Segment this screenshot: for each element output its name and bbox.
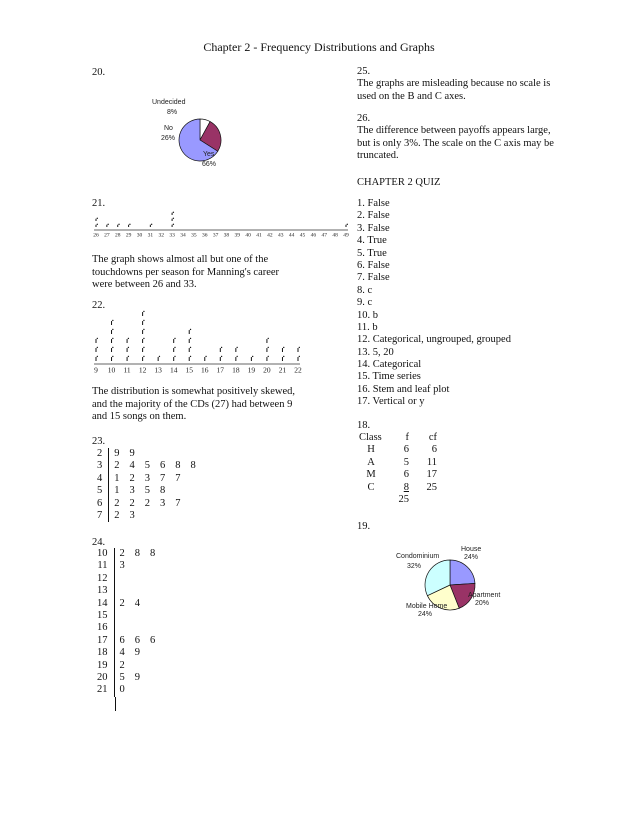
q20-label-undecided: Undecided [152, 99, 186, 106]
q22-dothead-15-0 [190, 356, 191, 357]
leaf-value: 2 [119, 548, 125, 559]
stem-leaf-row [92, 610, 160, 622]
stem-value: 19 [92, 660, 114, 672]
q19-label-house: House [461, 546, 482, 553]
stem-value: 3 [92, 460, 109, 472]
leaf-value [145, 660, 160, 672]
leaf-value: 2 [119, 659, 125, 671]
q22-tick-10: 10 [107, 365, 116, 375]
leaf-value [114, 585, 130, 597]
q19-pie-chart [390, 540, 520, 630]
stem-leaf-row [92, 460, 201, 472]
leaf-value: 3 [119, 560, 125, 572]
leaf-value [145, 610, 160, 622]
stem-value: 7 [92, 510, 109, 522]
stem-leaf-row [92, 498, 201, 510]
stem-value: 17 [92, 635, 114, 647]
leaf-value [145, 573, 160, 585]
stem-value: 12 [92, 573, 114, 585]
leaf-value [186, 510, 201, 522]
q21-tick-28: 28 [114, 232, 121, 239]
stem-value: 6 [92, 498, 109, 510]
q22-dothead-12-4 [143, 320, 144, 321]
q21-dothead-26-0 [97, 224, 98, 225]
leaf-value: 6 [119, 634, 125, 646]
q18-cell: 17 [426, 469, 437, 481]
leaf-value [155, 448, 170, 460]
quiz-answer-item: 15. Time series [357, 371, 421, 383]
q22-tick-13: 13 [154, 365, 162, 375]
q22-dothead-17-0 [221, 356, 222, 357]
q18-number: 18. [357, 420, 371, 431]
leaf-value: 5 [144, 485, 150, 497]
leaf-value: 3 [144, 472, 150, 484]
q22-dothead-10-0 [112, 356, 113, 357]
stem-leaf-row [92, 660, 160, 672]
stem-leaf-row [92, 622, 160, 634]
q22-dothead-13-0 [159, 356, 160, 357]
q21-tick-33: 33 [169, 232, 175, 239]
stem-leaf-row [92, 560, 160, 572]
leaf-value [114, 610, 130, 622]
q21-tick-43: 43 [278, 232, 284, 239]
q22-dothead-12-5 [143, 311, 144, 312]
leaf-value [114, 622, 130, 634]
q21-tick-38: 38 [223, 232, 230, 239]
stem-leaf-row [92, 635, 160, 647]
leaf-value: 9 [134, 672, 140, 684]
leaf-value: 2 [114, 510, 120, 522]
q22-dothead-9-2 [97, 338, 98, 339]
stem-leaf-row [92, 448, 201, 460]
leaf-value [145, 560, 160, 572]
quiz-answer-item: 7. False [357, 272, 390, 284]
q23-stem-leaf [92, 448, 201, 522]
q18-cell: 6 [403, 469, 409, 481]
q18-cell: 5 [403, 456, 409, 468]
leaf-value [130, 585, 145, 597]
q20-pie-chart [140, 95, 280, 175]
q20-pct-undecided: 8% [167, 109, 178, 116]
q25-text: The graphs are misleading because no scale is used on the B and C axes. [357, 78, 551, 102]
q22-dothead-12-1 [143, 347, 144, 348]
stem-leaf-row [92, 510, 201, 522]
stem-value: 5 [92, 485, 109, 497]
q26-number: 26. [357, 113, 371, 124]
leaf-value [186, 485, 201, 497]
q22-dothead-16-0 [205, 356, 206, 357]
q18-total-row [357, 494, 437, 506]
quiz-answer-item: 17. Vertical or y [357, 396, 425, 408]
q18-cell: 8 [403, 481, 409, 493]
stem-value: 14 [92, 598, 114, 610]
q22-dothead-21-0 [283, 356, 284, 357]
leaf-value [170, 485, 185, 497]
q21-tick-39: 39 [234, 232, 241, 239]
q22-dothead-11-2 [128, 338, 129, 339]
q21-text: The graph shows almost all but one of the touchdowns per season for Manning's career were between 26 and 33. [92, 254, 280, 290]
q18-total: 25 [398, 494, 409, 506]
stem-leaf-row [92, 548, 160, 560]
q22-dothead-22-1 [299, 347, 300, 348]
q19-label-apartment: Apartment [468, 592, 501, 599]
leaf-value [155, 510, 170, 522]
q22-tick-21: 21 [278, 365, 287, 375]
q22-dothead-20-2 [268, 338, 269, 339]
quiz-title: CHAPTER 2 QUIZ [357, 177, 441, 188]
q18-cell: A [367, 456, 375, 468]
q22-dot-plot-svg [92, 308, 307, 376]
q21-tick-29: 29 [125, 232, 132, 239]
q20-label-no: No [164, 125, 173, 132]
quiz-answer-item: 12. Categorical, ungrouped, grouped [357, 334, 511, 346]
q22-dothead-15-3 [190, 329, 191, 330]
q18-row [357, 457, 437, 469]
q22-dothead-20-1 [268, 347, 269, 348]
q21-tick-36: 36 [201, 232, 208, 239]
leaf-value: 4 [134, 597, 140, 609]
leaf-value: 2 [114, 460, 120, 472]
leaf-value [186, 498, 201, 510]
stem-leaf-row [92, 585, 160, 597]
leaf-value [130, 610, 145, 622]
q21-number: 21. [92, 198, 106, 209]
leaf-value [145, 684, 160, 696]
q20-pct-yes: 66% [202, 161, 217, 168]
q22-dothead-10-4 [112, 320, 113, 321]
quiz-answer-item: 9. c [357, 297, 373, 309]
q21-dothead-33-0 [173, 224, 174, 225]
q21-tick-42: 42 [267, 232, 273, 239]
stem-value: 2 [92, 448, 109, 460]
q22-dothead-14-2 [174, 338, 175, 339]
q22-dothead-14-0 [174, 356, 175, 357]
q24-stem-leaf [92, 548, 160, 697]
leaf-value: 3 [160, 497, 166, 509]
leaf-value: 8 [134, 548, 140, 559]
q22-dothead-9-1 [97, 347, 98, 348]
q22-tick-17: 17 [216, 365, 225, 375]
q18-header: Class [359, 432, 382, 443]
stem-leaf-row [92, 647, 160, 659]
leaf-value: 7 [160, 472, 166, 484]
q22-tick-9: 9 [94, 365, 98, 375]
quiz-answer-item: 3. False [357, 222, 390, 234]
leaf-value: 8 [190, 460, 196, 472]
leaf-value [130, 573, 145, 585]
q26-text: The difference between payoffs appears large, but is only 3%. The scale on the C axis may be truncated. [357, 125, 554, 161]
q20-pct-no: 26% [161, 135, 176, 142]
q18-row [357, 444, 437, 456]
q22-number: 22. [92, 300, 106, 311]
q22-tick-12: 12 [138, 365, 147, 375]
stem-value: 16 [92, 622, 114, 634]
quiz-answer-item: 5. True [357, 247, 387, 259]
leaf-value: 2 [129, 497, 135, 509]
q22-tick-11: 11 [123, 365, 131, 375]
q21-tick-32: 32 [158, 232, 164, 239]
quiz-answer-item: 11. b [357, 321, 378, 333]
leaf-value: 6 [160, 460, 166, 472]
leaf-value [130, 684, 145, 696]
q21-dothead-31-0 [151, 224, 152, 225]
q22-tick-14: 14 [169, 365, 178, 375]
q21-tick-35: 35 [191, 232, 197, 239]
q22-dot-plot [92, 308, 307, 376]
q22-dothead-18-0 [236, 356, 237, 357]
q21-tick-26: 26 [93, 232, 99, 239]
q21-tick-34: 34 [180, 232, 186, 239]
leaf-value [145, 672, 160, 684]
q21-tick-27: 27 [104, 232, 110, 239]
leaf-value: 6 [150, 634, 156, 646]
leaf-value [130, 622, 145, 634]
q22-dothead-9-0 [97, 356, 98, 357]
stem-leaf-row [92, 684, 160, 696]
leaf-value: 1 [114, 472, 120, 484]
quiz-answer-item: 10. b [357, 309, 378, 321]
q21-dothead-33-2 [173, 212, 174, 213]
q18-header-row [357, 432, 437, 444]
stem-leaf-row [92, 473, 201, 485]
leaf-value: 2 [114, 497, 120, 509]
q23-number: 23. [92, 436, 106, 447]
q21-tick-49: 49 [343, 232, 349, 239]
q21-dothead-27-0 [107, 224, 108, 225]
stem-value: 13 [92, 585, 114, 597]
q22-dothead-11-0 [128, 356, 129, 357]
q18-row [357, 469, 437, 481]
q24-stem-line-tail [115, 697, 116, 711]
q18-cell: 11 [426, 456, 437, 468]
q19-label-condominium: Condominium [396, 553, 440, 560]
leaf-value [186, 473, 201, 485]
q18-cell: 6 [431, 444, 437, 456]
quiz-answer-item: 16. Stem and leaf plot [357, 383, 450, 395]
leaf-value: 0 [119, 684, 125, 696]
q21-tick-37: 37 [212, 232, 219, 239]
q21-dothead-49-0 [347, 224, 348, 225]
q22-text: The distribution is somewhat positively skewed, and the majority of the CDs (27) had between 9 and 15 songs on them. [92, 386, 295, 422]
leaf-value: 7 [175, 472, 181, 484]
q21-tick-41: 41 [256, 232, 262, 239]
q21-tick-31: 31 [147, 232, 154, 239]
q22-dothead-19-0 [252, 356, 253, 357]
stem-value: 4 [92, 473, 109, 485]
stem-leaf-row [92, 485, 201, 497]
q18-total-blank [409, 494, 437, 506]
leaf-value: 8 [175, 460, 181, 472]
q22-dothead-10-2 [112, 338, 113, 339]
q21-dothead-28-0 [118, 224, 119, 225]
q21-dothead-29-0 [129, 224, 130, 225]
quiz-answer-item: 14. Categorical [357, 359, 422, 371]
q22-dothead-14-1 [174, 347, 175, 348]
leaf-value: 7 [175, 497, 181, 509]
q18-cell: 6 [403, 444, 409, 456]
q18-frequency-table [357, 432, 437, 506]
leaf-value: 3 [129, 485, 135, 497]
quiz-answers [357, 198, 577, 409]
q19-pct-house: 24% [464, 554, 479, 561]
q21-tick-30: 30 [136, 232, 143, 239]
leaf-value [145, 647, 160, 659]
q22-dothead-15-2 [190, 338, 191, 339]
page-title: Chapter 2 - Frequency Distributions and Graphs [203, 40, 435, 54]
q19-pct-apartment: 20% [475, 600, 490, 607]
leaf-value [130, 660, 145, 672]
stem-value: 20 [92, 672, 114, 684]
quiz-answer-item: 8. c [357, 284, 373, 296]
stem-value: 10 [92, 548, 114, 560]
q19-number: 19. [357, 521, 371, 532]
leaf-value: 4 [129, 460, 135, 472]
q22-dothead-10-1 [112, 347, 113, 348]
quiz-answer-item: 2. False [357, 210, 390, 222]
q18-cell: M [366, 469, 376, 481]
leaf-value: 5 [119, 672, 125, 684]
q19-pct-condominium: 32% [407, 563, 422, 570]
q22-dothead-21-1 [283, 347, 284, 348]
leaf-value: 8 [150, 548, 156, 559]
leaf-value: 2 [129, 472, 135, 484]
leaf-value: 6 [134, 634, 140, 646]
stem-value: 15 [92, 610, 114, 622]
q22-dothead-10-3 [112, 329, 113, 330]
q22-dothead-12-0 [143, 356, 144, 357]
q22-dothead-20-0 [268, 356, 269, 357]
leaf-value [140, 448, 155, 460]
q22-dothead-15-1 [190, 347, 191, 348]
q18-cell: C [367, 481, 375, 493]
pie19-slice-0 [450, 560, 475, 585]
leaf-value: 2 [144, 497, 150, 509]
q22-dothead-12-3 [143, 329, 144, 330]
stem-leaf-row [92, 573, 160, 585]
q21-tick-40: 40 [245, 232, 251, 239]
q25-number: 25. [357, 66, 371, 77]
q18-header: f [405, 432, 409, 443]
leaf-value: 8 [160, 485, 166, 497]
q20-label-yes: Yes [203, 151, 215, 158]
q18-row [357, 482, 437, 494]
q21-tick-48: 48 [332, 232, 338, 239]
q22-dothead-17-1 [221, 347, 222, 348]
stem-leaf-row [92, 672, 160, 684]
leaf-value [114, 573, 130, 585]
leaf-value: 9 [129, 448, 135, 459]
q22-tick-20: 20 [263, 365, 271, 375]
quiz-answer-item: 4. True [357, 235, 387, 247]
q20-number: 20. [92, 67, 106, 78]
q18-cell: 25 [426, 481, 437, 493]
quiz-answer-item: 1. False [357, 198, 390, 209]
leaf-value [170, 448, 185, 460]
leaf-value: 9 [114, 448, 120, 459]
stem-value: 11 [92, 560, 114, 572]
leaf-value [130, 560, 145, 572]
q22-tick-22: 22 [294, 365, 302, 375]
q21-tick-45: 45 [299, 232, 306, 239]
q21-tick-44: 44 [288, 232, 295, 239]
q22-tick-16: 16 [201, 365, 209, 375]
q22-tick-19: 19 [247, 365, 256, 375]
q22-tick-18: 18 [232, 365, 240, 375]
q19-label-mobile-home: Mobile Home [406, 603, 448, 610]
quiz-answer-item: 6. False [357, 259, 390, 271]
leaf-value [145, 622, 160, 634]
q21-dothead-33-1 [173, 218, 174, 219]
q21-dothead-26-1 [97, 218, 98, 219]
q21-tick-47: 47 [321, 232, 328, 239]
quiz-answer-item: 13. 5, 20 [357, 346, 394, 358]
q22-dothead-12-2 [143, 338, 144, 339]
leaf-value: 9 [134, 647, 140, 659]
leaf-value [140, 510, 155, 522]
stem-leaf-row [92, 598, 160, 610]
q19-pct-mobile-home: 24% [418, 611, 433, 618]
leaf-value: 3 [129, 510, 135, 522]
q22-tick-15: 15 [185, 365, 193, 375]
q22-dothead-22-0 [299, 356, 300, 357]
stem-value: 21 [92, 684, 114, 696]
leaf-value: 2 [119, 597, 125, 609]
leaf-value: 1 [114, 485, 120, 497]
leaf-value [145, 585, 160, 597]
stem-value: 18 [92, 647, 114, 659]
leaf-value: 5 [144, 460, 150, 472]
q22-dothead-11-1 [128, 347, 129, 348]
q21-dot-plot-svg [92, 208, 350, 240]
q18-cell: H [367, 444, 375, 456]
q21-tick-46: 46 [310, 232, 317, 239]
q18-header: cf [428, 432, 437, 443]
q18-total-blank [357, 494, 385, 506]
q24-number: 24. [92, 537, 106, 548]
leaf-value [145, 598, 160, 610]
leaf-value [186, 448, 201, 460]
q21-dot-plot [92, 208, 350, 240]
q22-dothead-18-1 [236, 347, 237, 348]
leaf-value [170, 510, 185, 522]
leaf-value: 4 [119, 647, 125, 659]
